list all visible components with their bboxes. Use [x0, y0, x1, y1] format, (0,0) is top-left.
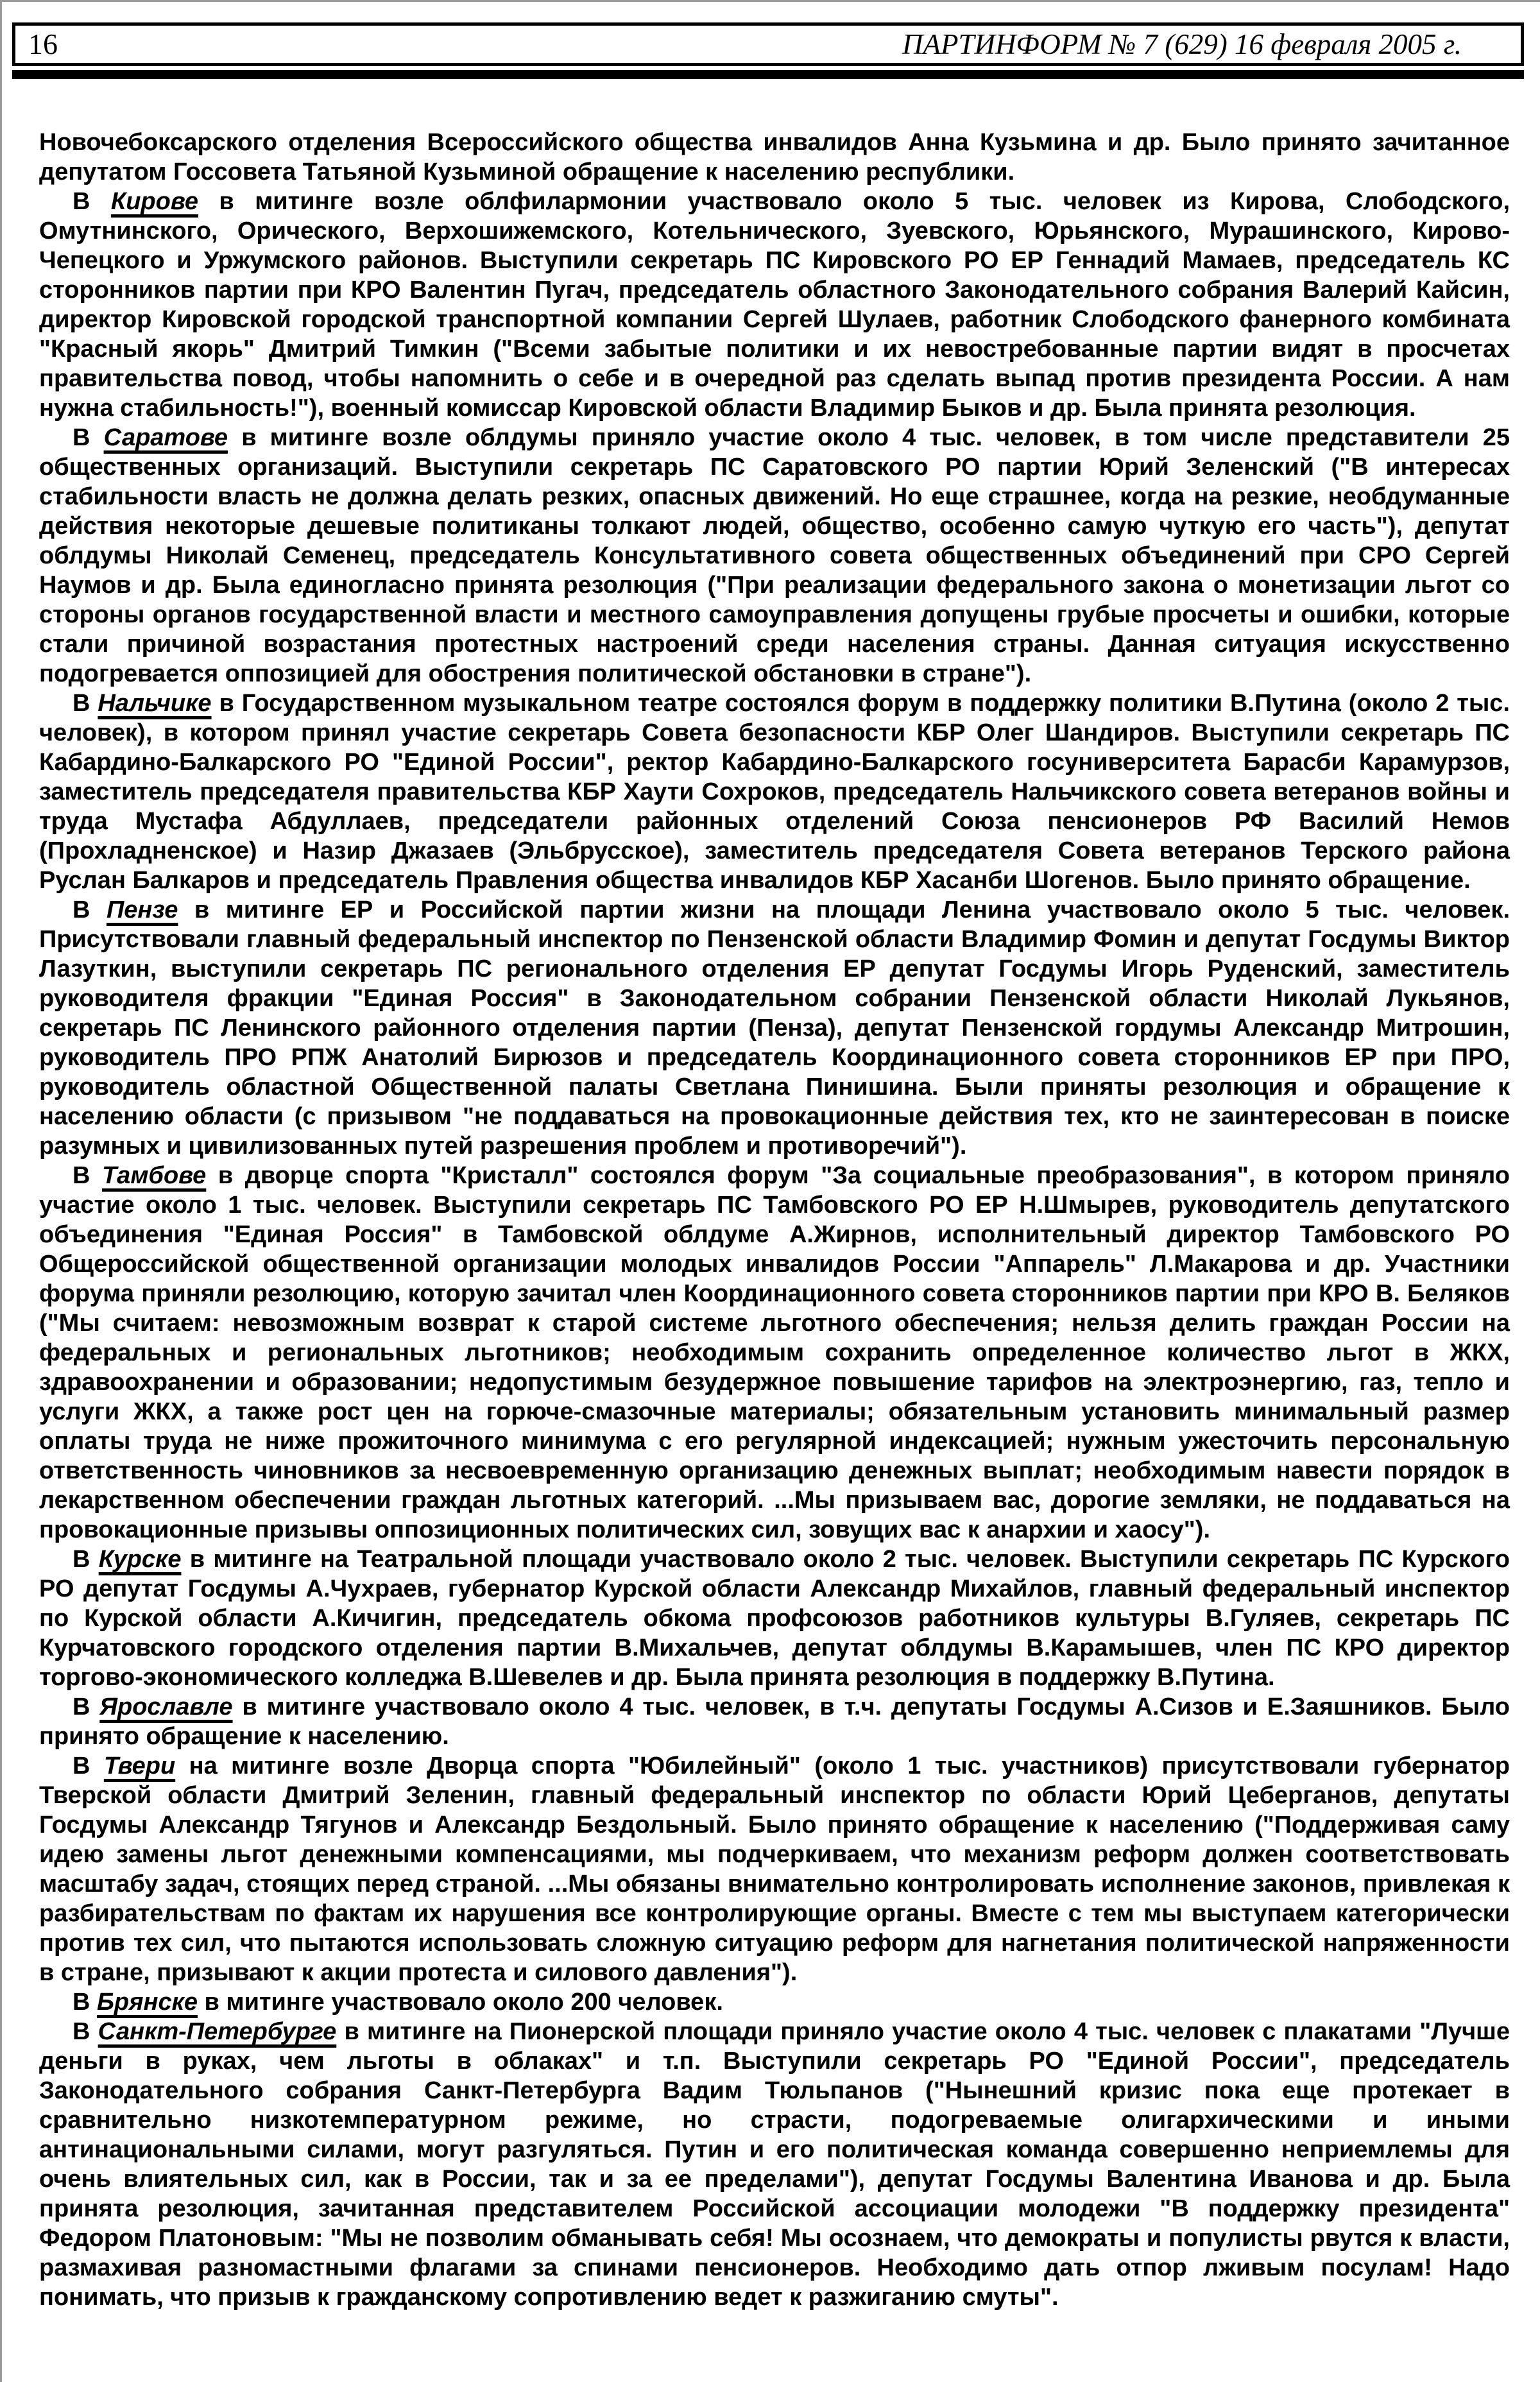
header-title: ПАРТИНФОРМ № 7 (629) 16 февраля 2005 г.	[902, 28, 1462, 60]
header-rule	[12, 70, 1524, 79]
city-name: Брянске	[97, 1989, 198, 2016]
city-name: Тамбове	[101, 1162, 207, 1189]
city-name: Курске	[98, 1546, 182, 1573]
paragraph-lead: В	[73, 1752, 104, 1779]
city-name: Нальчике	[98, 690, 212, 717]
paragraph-lead: В	[73, 1693, 100, 1720]
paragraph-lead: В	[73, 1989, 97, 2016]
paragraph-lead: В	[73, 896, 107, 923]
paragraph-lead: В	[73, 1546, 99, 1573]
paragraph: В Пензе в митинге ЕР и Российской партии жизни на площади Ленина участвовало около 5 тыс. человек. Присутствовали главный федеральный инспектор по Пензенской области Владимир Фомин и депутат Госдумы Виктор Лазуткин, выступили секретарь ПС регионального отделения ЕР депутат Госдумы Игорь Руденский, заместитель руководителя фракции "Единая Россия" в Законодательном собрании Пензенской области Николай Лукьянов, секретарь ПС Ленинского районного отделения партии (Пенза), депутат Пензенской гордумы Александр Митрошин, руководитель ПРО РПЖ Анатолий Бирюзов и председатель Координационного совета сторонников ЕР при ПРО, руководитель областной Общественной палаты Светлана Пинишина. Были приняты резолюция и обращение к населению области (с призывом "не поддаваться на провокационные действия тех, кто не заинтересован в поиске разумных и цивилизованных путей разрешения проблем и противоречий").	[39, 896, 1510, 1160]
article-body	[39, 128, 1510, 2312]
paragraph-lead: В	[73, 424, 104, 451]
city-name: Санкт-Петербурге	[98, 2018, 337, 2045]
paragraph-lead: В	[73, 690, 98, 717]
paragraph: Новочебоксарского отделения Всероссийского общества инвалидов Анна Кузьмина и др. Было принято зачитанное депутатом Госсовета Татьяной Кузьминой обращение к населению республики.	[39, 129, 1510, 185]
page-number: 16	[28, 28, 58, 60]
paragraph: В Курске в митинге на Театральной площади участвовало около 2 тыс. человек. Выступили секретарь ПС Курского РО депутат Госдумы А.Чухраев, губернатор Курской области Александр Михайлов, главный федеральный инспектор по Курской области А.Кичигин, председатель обкома профсоюзов работников культуры В.Гуляев, секретарь ПС Курчатовского городского отделения партии В.Михальчев, депутат облдумы В.Карамышев, член ПС КРО директор торгово-экономического колледжа В.Шевелев и др. Была принята резолюция в поддержку В.Путина.	[39, 1546, 1510, 1691]
city-name: Саратове	[103, 424, 228, 451]
paragraph-lead: В	[73, 2018, 98, 2045]
page-header	[12, 22, 1524, 66]
city-name: Кирове	[110, 188, 198, 215]
paragraph: В Кирове в митинге возле облфилармонии участвовало около 5 тыс. человек из Кирова, Слободского, Омутнинского, Орического, Верхошижемского, Котельнического, Зуевского, Юрьянского, Мурашинского, Кирово-Чепецкого и Уржумского районов. Выступили секретарь ПС Кировского РО ЕР Геннадий Мамаев, председатель КС сторонников партии при КРО Валентин Пугач, председатель областного Законодательного собрания Валерий Кайсин, директор Кировской городской транспортной компании Сергей Шулаев, работник Слободского фанерного комбината "Красный якорь" Дмитрий Тимкин ("Всеми забытые политики и их невостребованные партии видят в просчетах правительства повод, чтобы напомнить о себе и в очередной раз сделать выпад против президента России. А нам нужна стабильность!"), военный комиссар Кировской области Владимир Быков и др. Была принята резолюция.	[39, 188, 1510, 422]
paragraph: В Брянске в митинге участвовало около 200 человек.	[73, 1989, 723, 2016]
paragraph-lead: В	[73, 1162, 102, 1189]
paragraph: В Тамбове в дворце спорта "Кристалл" состоялся форум "За социальные преобразования", в котором приняло участие около 1 тыс. человек. Выступили секретарь ПС Тамбовского РО ЕР Н.Шмырев, руководитель депутатского объединения "Единая Россия" в Тамбовской облдуме А.Жирнов, исполнительный директор Тамбовского РО Общероссийской общественной организации молодых инвалидов России "Аппарель" Л.Макарова и др. Участники форума приняли резолюцию, которую зачитал член Координационного совета сторонников партии при КРО В. Беляков ("Мы считаем: невозможным возврат к старой системе льготного обеспечения; нельзя делить граждан России на федеральных и региональных льготников; необходимым сохранить определенное количество льгот в ЖКХ, здравоохранении и образовании; недопустимым безудержное повышение тарифов на электроэнергию, газ, тепло и услуги ЖКХ, а также рост цен на горюче-смазочные материалы; обязательным установить минимальный размер оплаты труда не ниже прожиточного минимума с его регулярной индексацией; нужным ужесточить персональную ответственность чиновников за несвоевременную организацию денежных выплат; необходимым навести порядок в лекарственном обеспечении граждан льготных категорий. ...Мы призываем вас, дорогие земляки, не поддаваться на провокационные призывы оппозиционных политических сил, зовущих вас к анархии и хаосу").	[39, 1162, 1510, 1543]
paragraph: В Твери на митинге возле Дворца спорта "Юбилейный" (около 1 тыс. участников) присутствовали губернатор Тверской области Дмитрий Зеленин, главный федеральный инспектор по области Юрий Цеберганов, депутаты Госдумы Александр Тягунов и Александр Бездольный. Было принято обращение к населению ("Поддерживая саму идею замены льгот денежными компенсациями, мы подчеркиваем, что механизм реформ должен соответствовать масштабу задач, стоящих перед страной. ...Мы обязаны внимательно контролировать исполнение законов, привлекая к разбирательствам по фактам их нарушения все контролирующие органы. Вместе с тем мы выступаем категорически против тех сил, что пытаются использовать сложную ситуацию реформ для нагнетания политической напряженности в стране, призывают к акции протеста и силового давления").	[39, 1752, 1510, 1986]
paragraph: В Саратове в митинге возле облдумы приняло участие около 4 тыс. человек, в том числе представители 25 общественных организаций. Выступили секретарь ПС Саратовского РО партии Юрий Зеленский ("В интересах стабильности власть не должна делать резких, опасных движений. Но еще страшнее, когда на резкие, необдуманные действия некоторые дешевые политиканы толкают людей, общество, особенно самую чуткую его часть"), депутат облдумы Николай Семенец, председатель Консультативного совета общественных объединений при СРО Сергей Наумов и др. Была единогласно принята резолюция ("При реализации федерального закона о монетизации льгот со стороны органов государственной власти и местного самоуправления допущены грубые просчеты и ошибки, которые стали причиной возрастания протестных настроений среди населения страны. Данная ситуация искусственно подогревается оппозицией для обострения политической обстановки в стране").	[39, 424, 1510, 687]
paragraph-lead: В	[73, 188, 111, 215]
paragraph: В Санкт-Петербурге в митинге на Пионерской площади приняло участие около 4 тыс. человек с плакатами "Лучше деньги в руках, чем льготы в облаках" и т.п. Выступили секретарь РО "Единой России", председатель Законодательного собрания Санкт-Петербурга Вадим Тюльпанов ("Нынешний кризис пока еще протекает в сравнительно низкотемпературном режиме, но страсти, подогреваемые олигархическими и иными антинациональными силами, могут разгуляться. Путин и его политическая команда совершенно неприемлемы для очень влиятельных сил, как в России, так и за ее пределами"), депутат Госдумы Валентина Иванова и др. Была принята резолюция, зачитанная представителем Российской ассоциации молодежи "В поддержку президента" Федором Платоновым: "Мы не позволим обманывать себя! Мы осознаем, что демократы и популисты рвутся к власти, размахивая разномастными флагами за спинами пенсионеров. Необходимо дать отпор лживым посулам! Надо понимать, что призыв к гражданскому сопротивлению ведет к разжиганию смуты".	[39, 2018, 1510, 2311]
paragraph: В Ярославле в митинге участвовало около 4 тыс. человек, в т.ч. депутаты Госдумы А.Сизов и Е.Заяшников. Было принято обращение к населению.	[39, 1693, 1510, 1750]
city-name: Пензе	[106, 896, 178, 923]
city-name: Твери	[103, 1752, 176, 1779]
city-name: Ярославле	[99, 1693, 233, 1720]
paragraph: В Нальчике в Государственном музыкальном театре состоялся форум в поддержку политики В.Путина (около 2 тыс. человек), в котором принял участие секретарь Совета безопасности КБР Олег Шандиров. Выступили секретарь ПС Кабардино-Балкарского РО "Единой России", ректор Кабардино-Балкарского госуниверситета Барасби Карамурзов, заместитель председателя правительства КБР Хаути Сохроков, председатель Нальчикского совета ветеранов войны и труда Мустафа Абдуллаев, председатели районных отделений Союза пенсионеров РФ Василий Немов (Прохладненское) и Назир Джазаев (Эльбрусское), заместитель председателя Совета ветеранов Терского района Руслан Балкаров и председатель Правления общества инвалидов КБР Хасанби Шогенов. Было принято обращение.	[39, 690, 1510, 894]
